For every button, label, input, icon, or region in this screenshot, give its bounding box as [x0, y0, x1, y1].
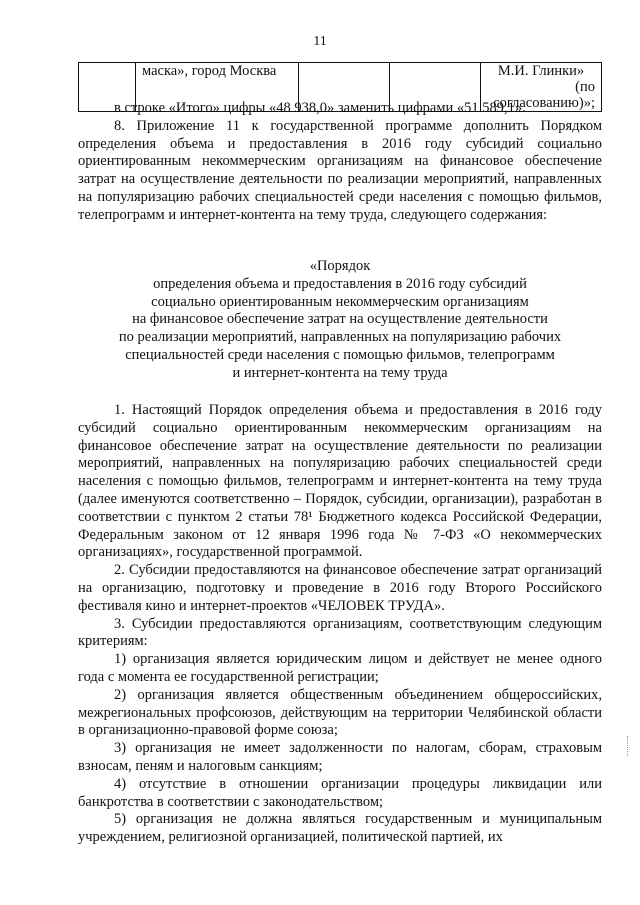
- title-line: «Порядок: [309, 258, 371, 274]
- criterion-3: 3) организация не имеет задолженности по налогам, сборам, страховым взносам, пеням и налоговым санкциям;: [78, 740, 602, 774]
- paragraph-1: 1. Настоящий Порядок определения объема и предоставления в 2016 году субсидий социально ориентированным некоммерческим организациям на финансовое обеспечение затрат на осуществление деятельности по реализации мероприятий, направленных на популяризацию рабочих специальностей среди населения с помощью фильмов, телепрограмм и интернет-контента на тему труда (далее именуются соответственно – Порядок, субсидии, организации), разработан в соответствии с пунктом 2 статьи 78¹ Бюджетного кодекса Российской Федерации, Федеральным законом от 12 января 1996 года № 7-ФЗ «О некоммерческих организациях», государственной программой.: [78, 402, 602, 561]
- table-cell-name: маска», город Москва: [136, 63, 299, 112]
- paragraph-3: 3. Субсидии предоставляются организациям, соответствующим следующим критериям:: [78, 615, 602, 650]
- title-line: и интернет-контента на тему труда: [232, 364, 448, 381]
- title-line: определения объема и предоставления в 2016 году субсидий: [153, 275, 527, 292]
- title-line: специальностей среди населения с помощью фильмов, телепрограмм: [125, 346, 555, 363]
- paragraph-2: 2. Субсидии предоставляются на финансовое обеспечение затрат организаций на организацию, подготовку и проведение в 2016 году Второго Российского фестиваля кино и интернет-проектов «ЧЕЛОВЕК ТРУДА».: [78, 562, 602, 614]
- title-line: социально ориентированным некоммерческим организациям: [151, 293, 529, 310]
- criterion-4: 4) отсутствие в отношении организации процедуры ликвидации или банкротства в соответствии с законодательством;: [78, 775, 602, 810]
- intro-item-8: 8. Приложение 11 к государственной программе дополнить Порядком определения объема и предоставления в 2016 году субсидий социально ориентированным некоммерческим организациям на финансовое обеспечение затрат на осуществление деятельности по реализации мероприятий, направленных на популяризацию рабочих специальностей среди населения с помощью фильмов, телепрограмм и интернет-контента на тему труда, следующего содержания:: [78, 117, 602, 223]
- body-text: [78, 402, 602, 847]
- title-line: по реализации мероприятий, направленных на популяризацию рабочих: [118, 329, 562, 346]
- criterion-5: 5) организация не должна являться государственным и муниципальным учреждением, религиозной организацией, политической партией, их: [78, 811, 602, 846]
- page-number: 11: [313, 34, 327, 49]
- intro-itogo-line: в строке «Итого» цифры «48 938,0» заменить цифрами «51 589,1».: [114, 100, 526, 116]
- intro-block: [78, 100, 602, 225]
- scan-margin-mark: [627, 736, 630, 756]
- criterion-2: 2) организация является общественным объединением общероссийских, межрегиональных профсоюзов, действующим на территории Челябинской области в организационно-правовой форме союза;: [78, 686, 602, 739]
- title-line: на финансовое обеспечение затрат на осуществление деятельности: [132, 311, 548, 328]
- table-cell-person-line1: М.И. Глинки»: [497, 63, 585, 79]
- criterion-1: 1) организация является юридическим лицом и действует не менее одного года с момента ее государственной регистрации;: [78, 651, 602, 685]
- document-title: [78, 258, 602, 383]
- table-cell-person-line2: (по согласованию)»;: [493, 79, 595, 111]
